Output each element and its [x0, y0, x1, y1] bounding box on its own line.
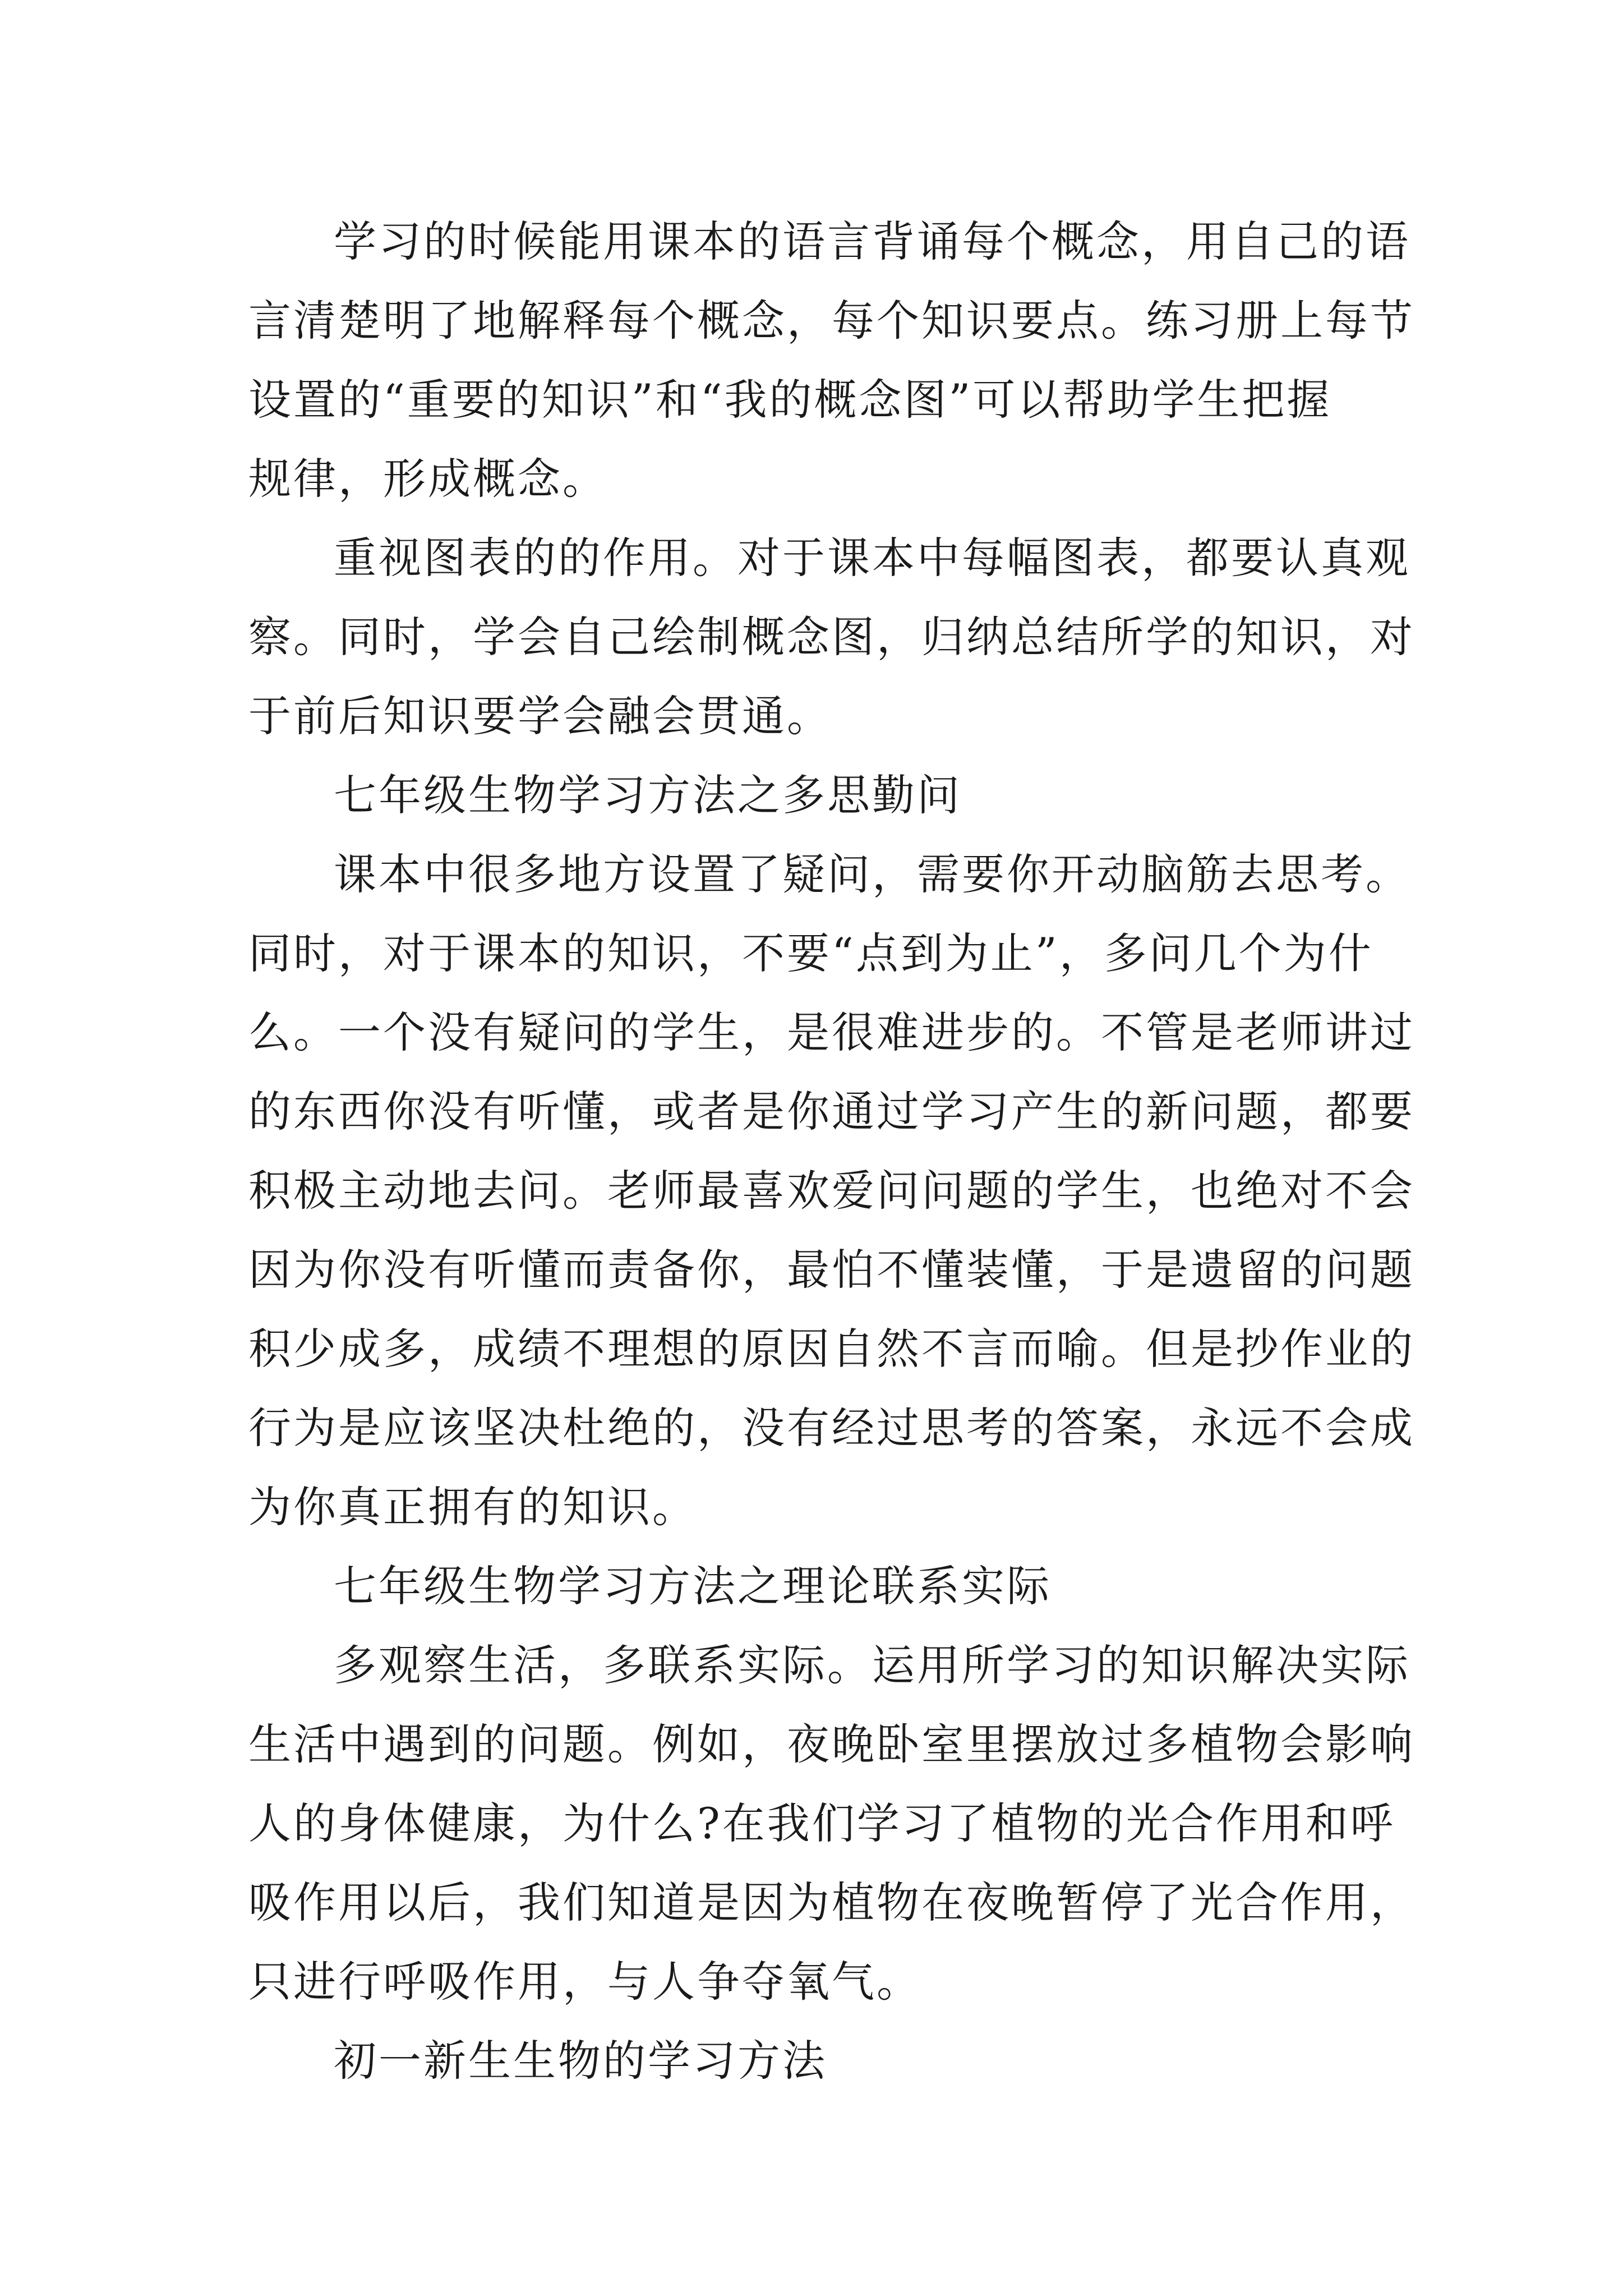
- heading-text: 七年级生物学习方法之理论联系实际: [334, 1561, 1052, 1611]
- text-line: 言清楚明了地解释每个概念，每个知识要点。练习册上每节: [248, 296, 1415, 346]
- text-line: 重视图表的的作用。对于课本中每幅图表，都要认真观: [334, 533, 1410, 583]
- text-line: 同时，对于课本的知识，不要“点到为止”，多问几个为什: [248, 928, 1373, 978]
- text-line: 积少成多，成绩不理想的原因自然不言而喻。但是抄作业的: [248, 1324, 1415, 1374]
- text-line: 吸作用以后，我们知道是因为植物在夜晚暂停了光合作用，: [248, 1878, 1415, 1927]
- section-heading-new-students: [248, 2021, 1381, 2100]
- heading-text: 七年级生物学习方法之多思勤问: [334, 770, 962, 820]
- section-heading-theory-practice: [248, 1547, 1381, 1626]
- paragraph-charts: [248, 518, 1415, 756]
- text-line: 只进行呼吸作用，与人争夺氧气。: [248, 1957, 921, 2007]
- text-line: 生活中遇到的问题。例如，夜晚卧室里摆放过多植物会影响: [248, 1719, 1415, 1769]
- text-line: 么。一个没有疑问的学生，是很难进步的。不管是老师讲过: [248, 1007, 1415, 1057]
- text-line: 课本中很多地方设置了疑问，需要你开动脑筋去思考。: [334, 849, 1410, 899]
- text-line: 人的身体健康，为什么?在我们学习了植物的光合作用和呼: [248, 1798, 1395, 1848]
- text-line: 因为你没有听懂而责备你，最怕不懂装懂，于是遗留的问题: [248, 1245, 1415, 1295]
- text-line: 学习的时候能用课本的语言背诵每个概念，用自己的语: [334, 217, 1410, 266]
- text-line: 行为是应该坚决杜绝的，没有经过思考的答案，永远不会成: [248, 1403, 1415, 1453]
- text-line: 为你真正拥有的知识。: [248, 1482, 697, 1532]
- heading-text: 初一新生生物的学习方法: [334, 2036, 827, 2086]
- text-line: 的东西你没有听懂，或者是你通过学习产生的新问题，都要: [248, 1087, 1415, 1137]
- text-line: 规律，形成概念。: [248, 454, 607, 504]
- paragraph-think-ask: [248, 835, 1415, 1547]
- text-line: 积极主动地去问。老师最喜欢爱问问题的学生，也绝对不会: [248, 1166, 1415, 1216]
- text-line: 多观察生活，多联系实际。运用所学习的知识解决实际: [334, 1640, 1410, 1690]
- paragraph-concepts: [248, 202, 1415, 518]
- text-line: 设置的“重要的知识”和“我的概念图”可以帮助学生把握: [248, 375, 1332, 425]
- paragraph-theory-practice: [248, 1626, 1415, 2021]
- text-line: 察。同时，学会自己绘制概念图，归纳总结所学的知识，对: [248, 612, 1415, 662]
- section-heading-think-ask: [248, 756, 1381, 835]
- document-body: [248, 202, 1415, 2100]
- text-line: 于前后知识要学会融会贯通。: [248, 691, 832, 741]
